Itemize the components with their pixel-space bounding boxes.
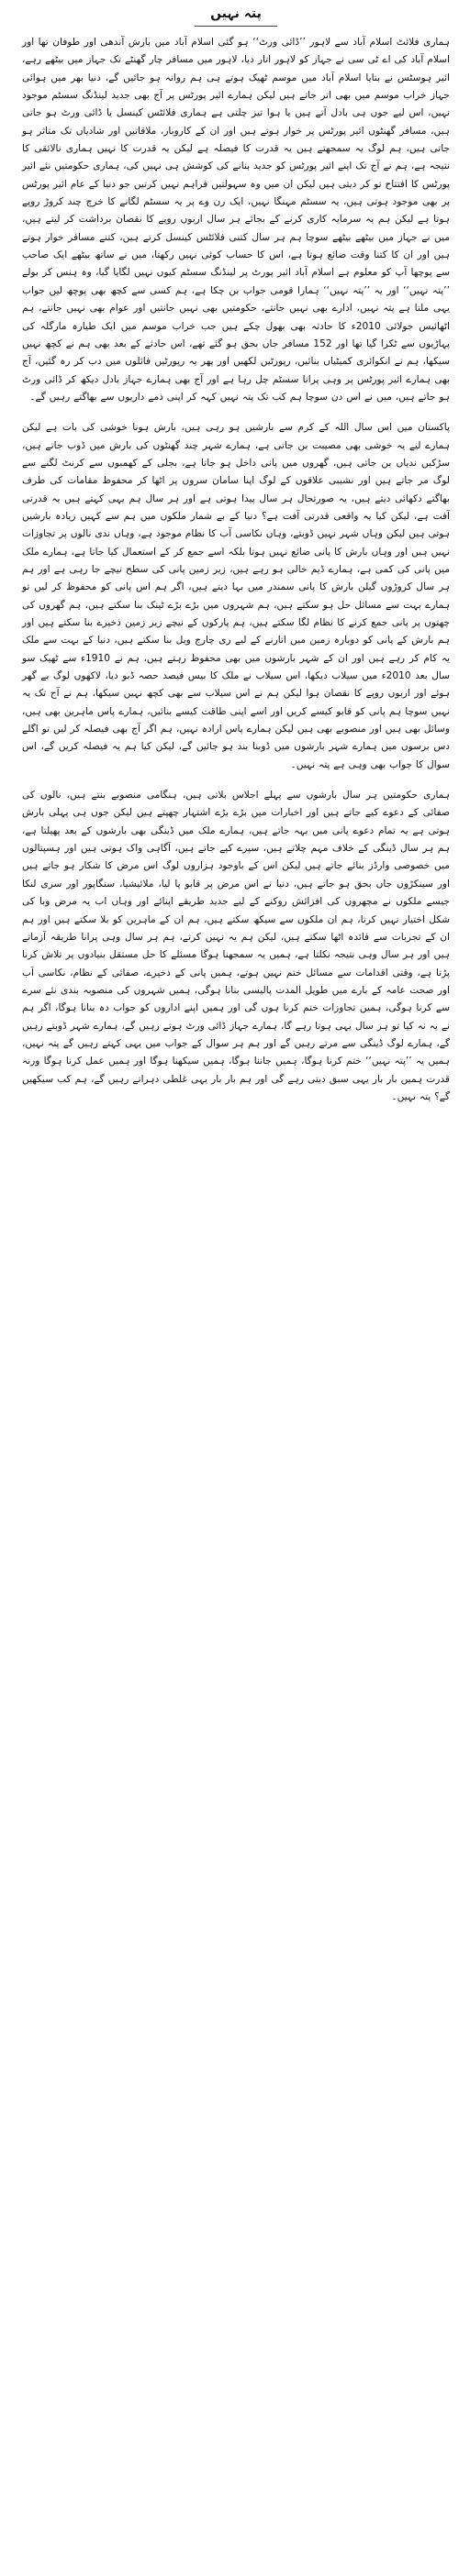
article-headline: پتہ نہیں [210, 6, 262, 21]
headline-divider [195, 26, 277, 27]
article-paragraph: پاکستان میں اس سال اللہ کے کرم سے بارشیں ہو رہی ہیں، بارش ہونا خوشی کی بات ہے لیکن ہمارے لیے یہ خوشی بھی مصیبت بن جاتی ہے، ہمارے شہر چند گھنٹوں کی بارش میں ڈوب جاتے ہیں، سڑکیں ندیاں بن جاتی ہیں، گھروں میں پانی داخل ہو جاتا ہے، بجلی کے کھمبوں سے کرنٹ لگنے سے لوگ مر جاتے ہیں اور نشیبی علاقوں کے لوگ اپنا سامان سروں پر اٹھا کر محفوظ مقامات کی طرف بھاگتے دکھائی دیتے ہیں، یہ صورتحال ہر سال پیدا ہوتی ہے اور ہر سال ہم یہی کہتے ہیں یہ قدرتی آفت ہے، لیکن کیا یہ واقعی قدرتی آفت ہے؟ دنیا کے بے شمار ملکوں میں ہم سے کہیں زیادہ بارشیں ہوتی ہیں لیکن وہاں شہر نہیں ڈوبتے، وہاں نکاسی آب کا نظام موجود ہے، وہاں ندی نالوں پر تجاوزات نہیں ہیں اور وہاں بارش کا پانی ضائع نہیں ہوتا بلکہ اسے جمع کر کے استعمال کیا جاتا ہے، ہمارے ملک میں پانی کی کمی ہے، ہمارے ڈیم خالی ہو رہے ہیں، زیر زمین پانی کی سطح نیچے جا رہی ہے اور ہم ہر سال کروڑوں گیلن بارش کا پانی سمندر میں بہا دیتے ہیں، اگر ہم اس پانی کو محفوظ کر لیں تو ہمارے بہت سے مسائل حل ہو سکتے ہیں، ہم شہروں میں بڑے بڑے ٹینک بنا سکتے ہیں، ہم گھروں کی چھتوں پر پانی جمع کرنے کا نظام لگا سکتے ہیں، ہم پارکوں کے نیچے زیر زمین ذخیرے بنا سکتے ہیں اور ہم بارش کے پانی کو دوبارہ زمین میں اتارنے کے لیے ری چارج ویل بنا سکتے ہیں، دنیا کے بہت سے ملک یہ کام کر رہے ہیں اور ان کے شہر بارشوں میں بھی محفوظ رہتے ہیں، ہم نے 1910ء سے ٹھیک سو سال بعد 2010ء میں سیلاب دیکھا، اس سیلاب نے ملک کا بیس فیصد حصہ ڈبو دیا، لاکھوں لوگ بے گھر ہوئے اور اربوں روپے کا نقصان ہوا لیکن ہم نے اس سیلاب سے بھی کچھ نہیں سیکھا، ہم نے آج تک یہ نہیں سوچا ہم پانی کو قابو کیسے کریں اور اسے اپنی طاقت کیسے بنائیں، ہمارے پاس ماہرین بھی ہیں، وسائل بھی ہیں اور منصوبے بھی ہیں لیکن ہمارے پاس ارادہ نہیں، ہم اگر آج بھی فیصلہ کر لیں تو اگلے دس برسوں میں ہمارے شہر بارشوں میں ڈوبنا بند ہو جائیں گے، لیکن کیا ہم یہ فیصلہ کریں گے، اس سوال کا جواب بھی وہی ہے پتہ نہیں۔ [22, 422, 451, 770]
article-paragraph: ہماری حکومتیں ہر سال بارشوں سے پہلے اجلاس بلاتی ہیں، ہنگامی منصوبے بنتے ہیں، نالوں کی صفائی کے دعوے کیے جاتے ہیں اور اخبارات میں بڑے بڑے اشتہار چھپتے ہیں لیکن جوں ہی پہلی بارش ہوتی ہے یہ تمام دعوے پانی میں بہہ جاتے ہیں، ہمارے ملک میں ڈینگی بھی بارشوں کے بعد پھیلتا ہے، ہم ہر سال ڈینگی کے خلاف مہم چلاتے ہیں، سپرے کیے جاتے ہیں، آگاہی واک ہوتی ہیں اور ہسپتالوں میں خصوصی وارڈز بنائے جاتے ہیں لیکن اس کے باوجود ہزاروں لوگ اس مرض کا شکار ہو جاتے ہیں اور سینکڑوں جاں بحق ہو جاتے ہیں، دنیا نے اس مرض پر قابو پا لیا، ملائیشیا، سنگاپور اور سری لنکا جیسے ملکوں نے مچھروں کی افزائش روکنے کے لیے جدید طریقے اپنائے اور وہاں اب یہ مرض وبا کی شکل اختیار نہیں کرتا، ہم ان ملکوں سے سیکھ سکتے ہیں، ہم ان کے ماہرین کو بلا سکتے ہیں اور ہم ان کے تجربات سے فائدہ اٹھا سکتے ہیں، لیکن ہم یہ نہیں کرتے، ہم ہر سال وہی پرانا طریقہ آزماتے ہیں اور ہر سال وہی نتیجہ نکلتا ہے، ہمیں یہ سمجھنا ہوگا مسئلے کا حل مستقل بنیادوں پر تلاش کرنا پڑتا ہے، وقتی اقدامات سے مسائل ختم نہیں ہوتے، ہمیں پانی کے ذخیرے، صفائی کے نظام، نکاسی آب اور صحت عامہ کے بارے میں طویل المدت پالیسی بنانا ہوگی، ہمیں شہروں کی منصوبہ بندی نئے سرے سے کرنا ہوگی، ہمیں تجاوزات ختم کرنا ہوں گی اور ہمیں اپنے اداروں کو جواب دہ بنانا ہوگا، اگر ہم نے یہ نہ کیا تو ہر سال یہی ہوتا رہے گا، ہمارے جہاز ڈائی ورٹ ہوتے رہیں گے، ہمارے شہر ڈوبتے رہیں گے، ہمارے لوگ ڈینگی سے مرتے رہیں گے اور ہم ہر سوال کے جواب میں یہی کہتے رہیں گے پتہ نہیں، ہمیں یہ ’’پتہ نہیں‘‘ ختم کرنا ہوگا، ہمیں جاننا ہوگا، ہمیں سیکھنا ہوگا اور ہمیں عمل کرنا ہوگا ورنہ قدرت ہمیں بار بار یہی سبق دیتی رہے گی اور ہم بار بار یہی غلطی دہراتے رہیں گے، ہم کب سیکھیں گے؟ پتہ نہیں۔ [22, 790, 450, 1102]
article-paragraph: ہماری فلائٹ اسلام آباد سے لاہور ’’ڈائی ورٹ‘‘ ہو گئی اسلام آباد میں بارش آندھی اور طوفان تھا اور اسلام آباد کی اے ٹی سی نے جہاز کو لاہور اتار دیا، لاہور میں مسافر چار گھنٹے تک جہاز میں بیٹھے رہے، ائیر ہوسٹس نے بتایا اسلام آباد میں موسم ٹھیک ہوتے ہی ہم روانہ ہو جائیں گے، دنیا بھر میں ہوائی جہاز خراب موسم میں بھی اتر جاتے ہیں لیکن ہمارے ائیر پورٹس پر آج بھی جدید لینڈنگ سسٹم موجود نہیں، اس لیے جوں ہی بادل آتے ہیں یا ہوا تیز چلتی ہے ہماری فلائٹس کینسل یا ڈائی ورٹ ہو جاتی ہیں، مسافر گھنٹوں ائیر پورٹس پر خوار ہوتے ہیں اور ان کے کاروبار، ملاقاتیں اور شادیاں تک متاثر ہو جاتی ہیں، ہم لوگ یہ سمجھتے ہیں یہ قدرت کا فیصلہ ہے لیکن یہ قدرت کا نہیں ہماری نالائقی کا نتیجہ ہے، ہم نے آج تک اپنے ائیر پورٹس کو جدید بنانے کی کوشش ہی نہیں کی، ہماری حکومتیں نئے ائیر پورٹس کا افتتاح تو کر دیتی ہیں لیکن ان میں وہ سہولتیں فراہم نہیں کرتیں جو دنیا کے عام ائیر پورٹس پر بھی موجود ہوتی ہیں، یہ سسٹم مہنگا نہیں، ایک رن وے پر یہ سسٹم لگانے کا خرچ چند کروڑ روپے ہوتا ہے لیکن ہم یہ سرمایہ کاری کرنے کے بجائے ہر سال اربوں روپے کا نقصان برداشت کر لیتے ہیں، میں نے جہاز میں بیٹھے بیٹھے سوچا ہم ہر سال کتنی فلائٹس کینسل کرتے ہیں، کتنے مسافر خوار ہوتے ہیں اور ان کا کتنا وقت ضائع ہوتا ہے، اس کا حساب کوئی نہیں رکھتا، میں نے ساتھ بیٹھے ایک صاحب سے پوچھا آپ کو معلوم ہے اسلام آباد ائیر پورٹ پر لینڈنگ سسٹم کیوں نہیں لگایا گیا، وہ ہنس کر بولے ’’پتہ نہیں‘‘ اور یہ ’’پتہ نہیں‘‘ ہمارا قومی جواب بن چکا ہے، ہم کسی سے کچھ بھی پوچھ لیں جواب یہی ملتا ہے پتہ نہیں، ادارے بھی نہیں جانتے، حکومتیں بھی نہیں جانتیں اور عوام بھی نہیں جانتے، ہم اٹھائیس جولائی 2010ء کا حادثہ بھی بھول چکے ہیں جب خراب موسم میں ایک طیارہ مارگلہ کی پہاڑیوں سے ٹکرا گیا تھا اور 152 مسافر جاں بحق ہو گئے تھے، اس حادثے کے بعد بھی ہم نے کچھ نہیں سیکھا، ہم نے انکوائری کمیٹیاں بنائیں، رپورٹیں لکھیں اور پھر یہ رپورٹیں فائلوں میں دب کر رہ گئیں، آج بھی ہمارے ائیر پورٹس پر وہی پرانا سسٹم چل رہا ہے اور آج بھی ہمارے جہاز بادل دیکھ کر ڈائی ورٹ ہو جاتے ہیں، میں نے اس دن سوچا ہم کب تک پتہ نہیں کہہ کر اپنی ذمے داریوں سے بھاگتے رہیں گے۔ [22, 37, 451, 403]
